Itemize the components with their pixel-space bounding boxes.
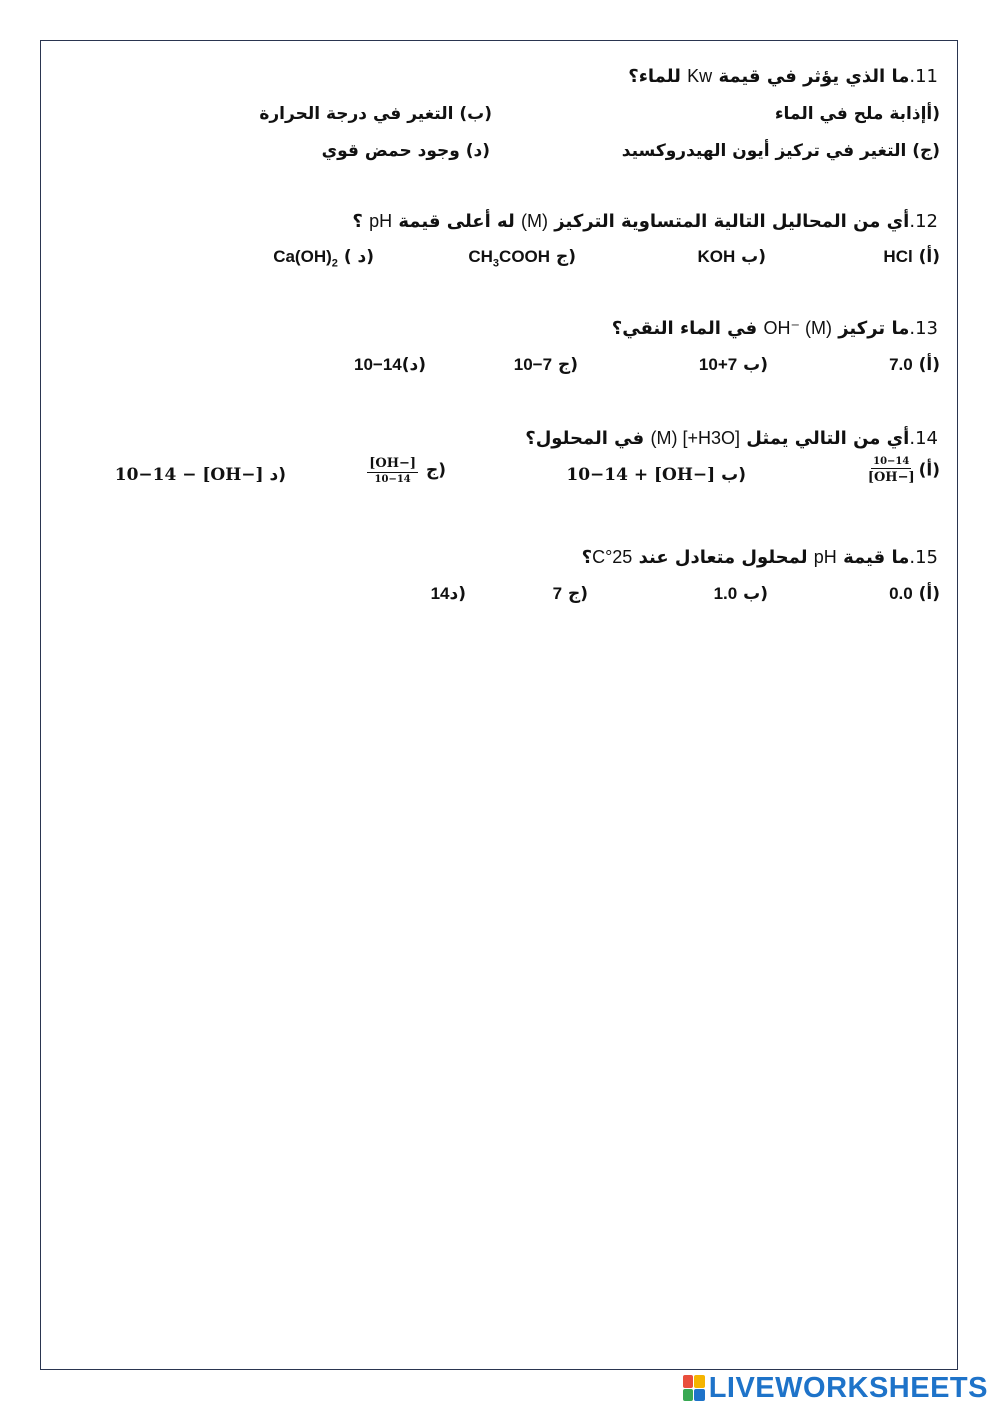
question-variable: Kw: [687, 66, 713, 86]
option-d[interactable]: (د ) $Ca(OH)_2$: [273, 247, 374, 270]
option-b[interactable]: (ب 10+7: [698, 355, 768, 375]
option-a[interactable]: (أ) 7.0: [889, 355, 940, 375]
caoh2-formula: $Ca(OH)_2$: [273, 247, 338, 270]
question-variable: OH⁻ (M): [763, 318, 832, 338]
question-temperature: 25°C: [592, 547, 633, 567]
question-number: 13.: [909, 318, 938, 339]
option-c[interactable]: (ج 10−7: [513, 355, 578, 375]
question-text-end: ؟: [352, 211, 363, 232]
question-14: [525, 428, 938, 449]
question-text-end: ؟: [581, 547, 593, 568]
option-d[interactable]: (د)10−14: [353, 355, 426, 375]
option-a[interactable]: (أ) HCl: [883, 247, 940, 267]
logo-mark-icon: [683, 1375, 705, 1401]
question-text-end: للماء؟: [628, 66, 681, 87]
question-number: 12.: [909, 211, 938, 232]
question-unit: (M): [521, 211, 548, 231]
question-12: [352, 211, 938, 232]
question-text-end: في المحلول؟: [525, 428, 645, 449]
option-c[interactable]: (ج) التغير في تركيز أيون الهيدروكسيد: [621, 141, 940, 161]
option-c[interactable]: (ج 7: [552, 584, 588, 604]
question-text: أي من التالي يمثل: [746, 428, 910, 449]
question-variable: pH: [813, 547, 837, 567]
question-text-mid: له أعلى قيمة: [398, 211, 515, 232]
question-variable: pH: [369, 211, 393, 231]
fraction: $\frac{[OH-]}{10-14}$: [369, 456, 417, 485]
option-c[interactable]: (ج $CH_3COOH$: [468, 247, 576, 270]
page-border: [40, 40, 958, 1370]
fraction: $\frac{10-14}{[OH-]}$: [867, 456, 915, 485]
question-text: ما الذي يؤثر في قيمة: [718, 66, 910, 87]
option-a[interactable]: (أإذابة ملح في الماء: [774, 104, 940, 124]
option-c[interactable]: (ج $\frac{[OH-]}{10-14}$: [369, 456, 446, 485]
option-b[interactable]: (ب) التغير في درجة الحرارة: [259, 104, 492, 124]
option-a[interactable]: (أ) $\frac{10-14}{[OH-]}$: [867, 456, 940, 485]
question-text: ما قيمة: [843, 547, 910, 568]
question-15: [582, 547, 938, 568]
question-number: 15.: [909, 547, 938, 568]
question-number: 14.: [909, 428, 938, 449]
question-text-mid: لمحلول متعادل عند: [638, 547, 808, 568]
question-number: 11.: [909, 66, 938, 87]
liveworksheets-logo[interactable]: [683, 1371, 988, 1405]
question-11: [628, 66, 938, 87]
option-b[interactable]: (ب 10−14 + [OH−]: [566, 465, 746, 485]
question-text: أي من المحاليل التالية المتساوية التركيز: [554, 211, 910, 232]
question-variable: [H3O+] (M): [650, 428, 741, 448]
option-a[interactable]: (أ) 0.0: [889, 584, 940, 604]
option-d[interactable]: (د14: [430, 584, 466, 604]
ch3cooh-formula: $CH_3COOH$: [468, 247, 551, 270]
option-b[interactable]: (ب 1.0: [713, 584, 768, 604]
question-text-end: في الماء النقي؟: [611, 318, 758, 339]
logo-text: LIVEWORKSHEETS: [708, 1371, 988, 1404]
question-text: ما تركيز: [838, 318, 910, 339]
option-d[interactable]: (د) وجود حمض قوي: [321, 141, 490, 161]
question-13: [612, 318, 938, 339]
option-d[interactable]: (د 10−14 − [OH−]: [114, 465, 286, 485]
option-b[interactable]: (ب KOH: [697, 247, 766, 267]
